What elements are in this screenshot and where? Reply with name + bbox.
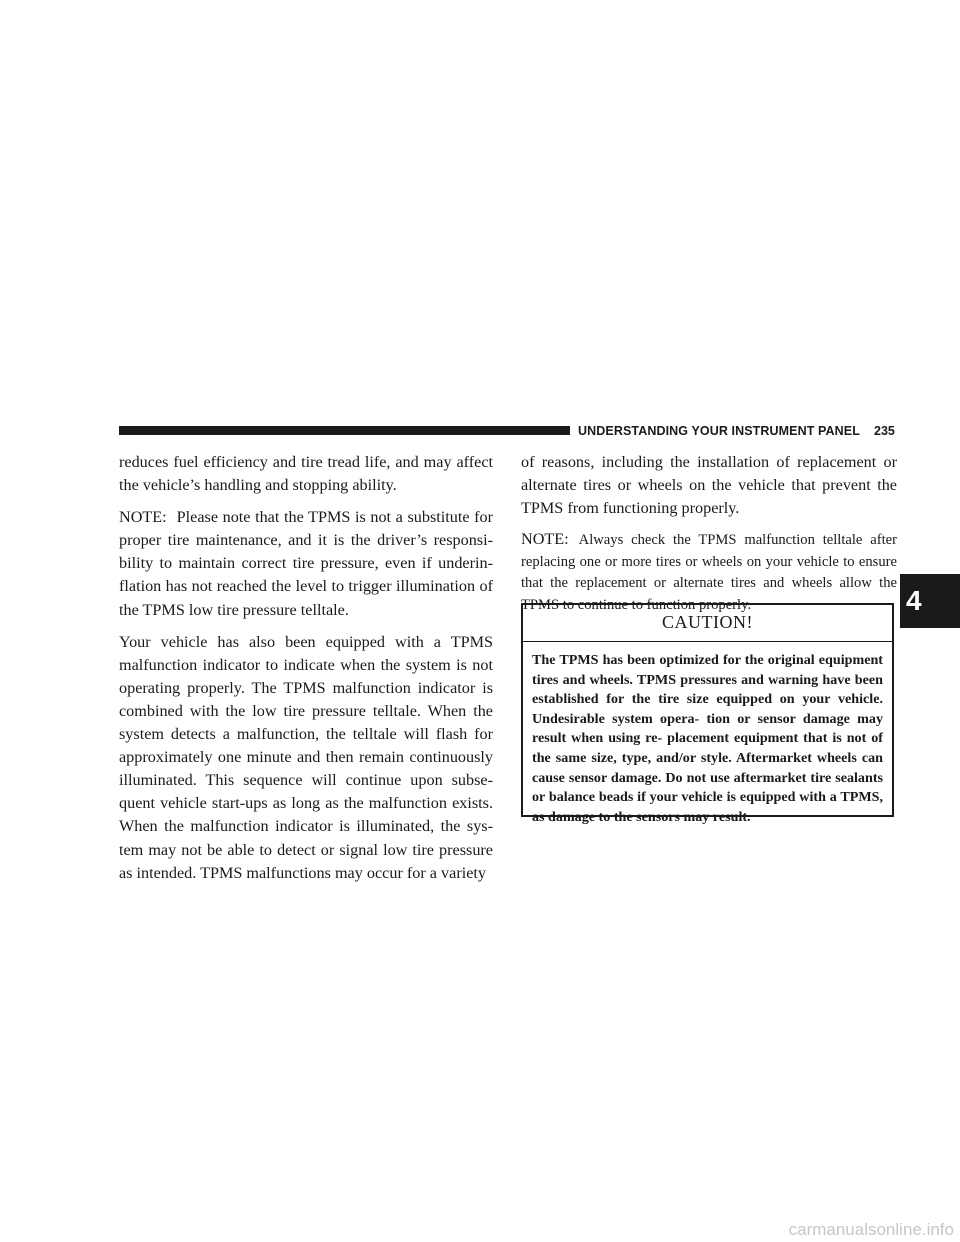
paragraph-fuel-efficiency: reduces fuel efficiency and tire tread life, and may affect the vehicle’s handling and stopping ability. [119,453,493,495]
note-label: NOTE: [119,508,167,527]
caution-box [521,603,894,825]
right-column [521,451,897,625]
page-number: 235 [874,424,895,438]
caution-text: The TPMS has been optimized for the original equipment tires and wheels. TPMS pressures and warning have been established for the tire size equipped on your vehicle. Undesirable system opera- tion or sensor damage may result when using re- placement equipment that is not of the same size, type, and/or style. Aftermarket wheels can cause sensor damage. Do not use aftermarket tire sealants or balance beads if your vehicle is equipped with a TPMS, as damage to the sensors may result. [532,652,883,825]
header-rule [119,426,570,435]
caution-title: CAUTION! [662,612,753,632]
section-title: UNDERSTANDING YOUR INSTRUMENT PANEL [578,424,860,438]
chapter-tab: 4 [900,574,960,628]
note-text: Please note that the TPMS is not a substitute for proper tire maintenance, and it is the driver’s responsi- bility to maintain correct tire pressure, even if underin- flation has not reached the level to trigger illumination of the TPMS low tire pressure telltale. [119,508,493,619]
left-column [119,451,493,894]
paragraph-reasons: of reasons, including the installation of replacement or alternate tires or wheels on the vehicle that prevent the TPMS from functioning properly. [521,453,897,518]
note-text: Always check the TPMS malfunction telltale after replacing one or more tires or wheels on your vehicle to ensure that the replacement or alternate tires and wheels allow the TPMS to continue to function properly. [521,532,897,613]
watermark: carmanualsonline.info [788,1220,954,1239]
note-label: NOTE: [521,530,569,549]
note-tpms-substitute [119,506,493,621]
caution-divider [523,641,892,642]
paragraph-malfunction-indicator: Your vehicle has also been equipped with a TPMS malfunction indicator to indicate when the system is not operating properly. The TPMS malfunction indicator is combined with the low tire pressure telltale. When the system detects a malfunction, the telltale will flash for approximately one minute and then remain continuously illuminated. This sequence will continue upon subse- quent vehicle start-ups as long as the malfunction exists. When the malfunction indicator is illuminated, the sys- tem may not be able to detect or signal low tire pressure as intended. TPMS malfunctions may occur for a variety [119,632,493,882]
